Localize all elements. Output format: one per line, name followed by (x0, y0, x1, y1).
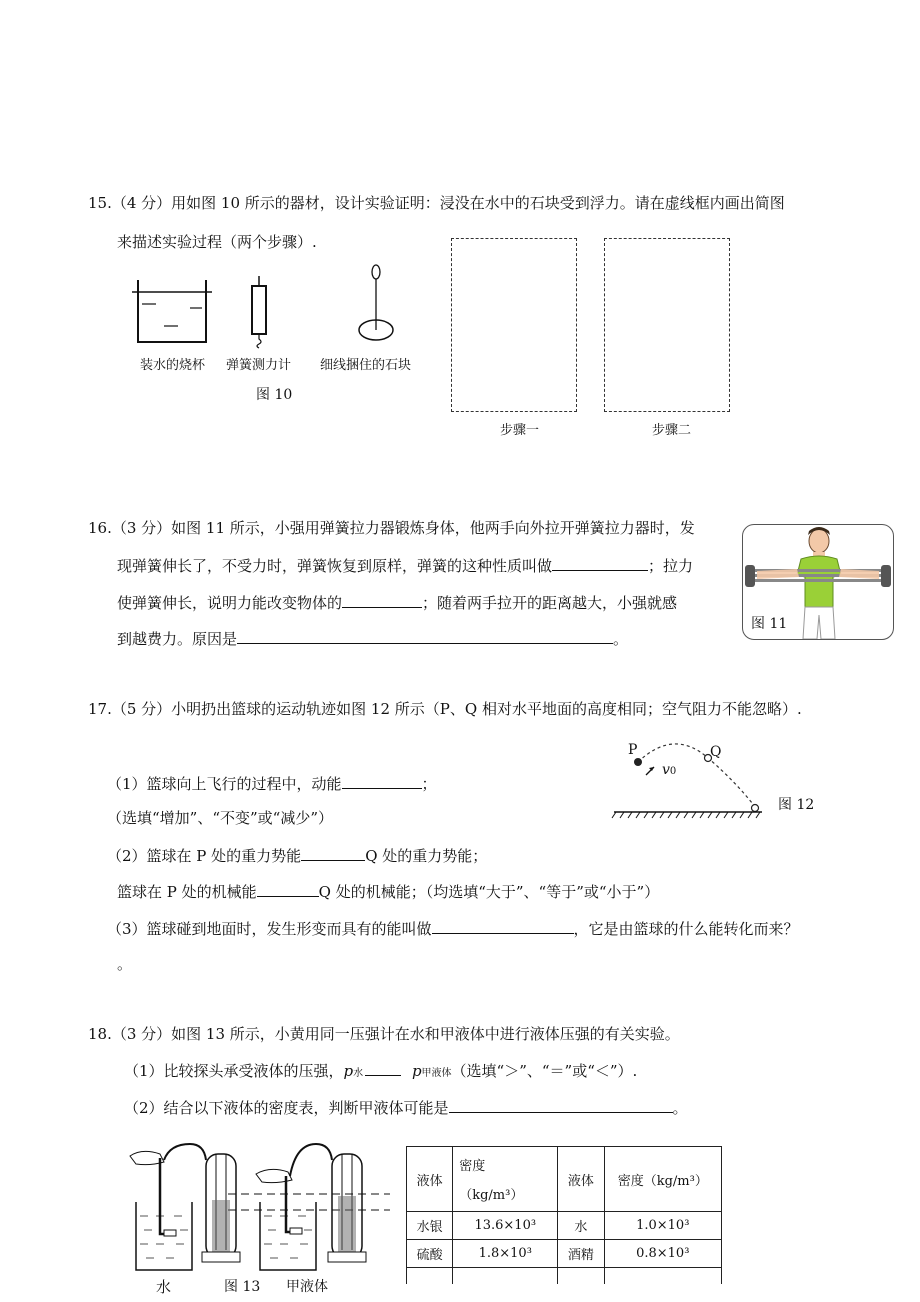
header-liquid: 液体 (407, 1147, 453, 1212)
q17-p2 (107, 845, 487, 866)
fig10-caption: 图 10 (256, 387, 293, 403)
q16-line2-text: 现弹簧伸长了，不受力时，弹簧恢复到原样，弹簧的这种性质叫做 (117, 557, 553, 575)
table-row (407, 1212, 722, 1240)
q16-line4-text: 到越费力。原因是 (117, 630, 238, 648)
header-density-line1: 密度 (459, 1159, 486, 1174)
beaker-label: 装水的烧杯 (140, 358, 206, 373)
q16-line3 (117, 592, 677, 613)
q16-blank-property[interactable] (552, 555, 648, 571)
fig12-caption: 图 12 (778, 797, 815, 813)
stone-label: 细线捆住的石块 (320, 358, 412, 373)
q16-line4-tail: 。 (613, 630, 629, 648)
step1-drawing-box[interactable] (451, 238, 577, 412)
cell-density: 0.8×10³ (604, 1240, 721, 1268)
q16-line3-tail: ；随着两手拉开的距离越大，小强就感 (422, 594, 678, 612)
velocity-label (662, 762, 676, 778)
velocity-symbol: v (662, 762, 670, 778)
spring-scale-figure (246, 276, 272, 348)
beaker-figure (130, 276, 214, 348)
cell-liquid: 酒精 (558, 1240, 604, 1268)
step2-label: 步骤二 (652, 423, 692, 438)
fig13-water-label: 水 (156, 1278, 172, 1296)
density-table-header (407, 1147, 722, 1212)
density-table (406, 1146, 722, 1284)
p-water-symbol: p (343, 1062, 354, 1080)
header-density-2: 密度（kg/m³） (604, 1147, 721, 1212)
q16-line4 (117, 628, 628, 649)
q17-p3-text: （3）篮球碰到地面时，发生形变而具有的能叫做 (107, 920, 432, 938)
q17-blank-elastic[interactable] (432, 918, 574, 934)
q18-line1: 18.（3 分）如图 13 所示，小黄用同一压强计在水和甲液体中进行液体压强的有关实验。 (88, 1025, 680, 1043)
p-liquid-symbol: p (411, 1062, 422, 1080)
q18-p1-text: （1）比较探头承受液体的压强， (124, 1062, 344, 1080)
pressure-gauge-figure (120, 1140, 392, 1280)
q18-p1 (124, 1060, 637, 1084)
q17-p1 (107, 773, 437, 794)
q17-p2-tail: Q 处的重力势能； (365, 847, 488, 865)
cell-cut-off (604, 1268, 721, 1285)
cell-density: 13.6×10³ (453, 1212, 558, 1240)
point-p-label: P (628, 742, 638, 758)
table-row (407, 1240, 722, 1268)
fig13-caption: 图 13 (224, 1279, 261, 1295)
q17-p1-tail: ； (421, 775, 437, 793)
cell-liquid: 硫酸 (407, 1240, 453, 1268)
q17-p3-end: 。 (117, 955, 133, 973)
q17-line1: 17.（5 分）小明扔出篮球的运动轨迹如图 12 所示（P、Q 相对水平地面的高度相同；空气阻力不能忽略）. (88, 700, 802, 718)
q16-blank-reason[interactable] (237, 628, 613, 644)
q16-blank-change[interactable] (342, 592, 422, 608)
spring-scale-label: 弹簧测力计 (226, 358, 292, 373)
table-row (407, 1268, 722, 1285)
header-density (453, 1147, 558, 1212)
p-water-subscript: 水 (353, 1068, 364, 1079)
cell-density: 1.8×10³ (453, 1240, 558, 1268)
cell-cut-off (453, 1268, 558, 1285)
q18-p2-text: （2）结合以下液体的密度表，判断甲液体可能是 (124, 1099, 449, 1117)
step1-label: 步骤一 (500, 423, 540, 438)
q18-blank-compare[interactable] (365, 1060, 401, 1076)
cell-liquid: 水银 (407, 1212, 453, 1240)
q16-line3-text: 使弹簧伸长，说明力能改变物体的 (117, 594, 343, 612)
density-table-clip (406, 1146, 724, 1284)
q17-p2d-text: Q 处的机械能；（均选填“大于”、“等于”或“小于”） (318, 883, 660, 901)
q17-blank-mechanical[interactable] (257, 881, 319, 897)
fig11-caption: 图 11 (751, 616, 788, 632)
cell-density: 1.0×10³ (604, 1212, 721, 1240)
header-density-line2: （kg/m³） (459, 1188, 524, 1203)
q17-p1-options: （选填“增加”、“不变”或“减少”） (107, 809, 334, 827)
header-liquid-2: 液体 (558, 1147, 604, 1212)
q16-line2 (117, 555, 693, 576)
q18-p1-options: （选填“＞”、“＝”或“＜”）. (451, 1062, 638, 1080)
q17-p1-text: （1）篮球向上飞行的过程中，动能 (107, 775, 342, 793)
q17-p3 (107, 918, 799, 939)
fig11-frame (742, 524, 894, 640)
q18-p2-tail: 。 (672, 1099, 688, 1117)
cell-cut-off (558, 1268, 604, 1285)
stone-on-string-figure (354, 264, 398, 346)
cell-liquid: 水 (558, 1212, 604, 1240)
q17-blank-potential[interactable] (301, 845, 365, 861)
velocity-subscript: 0 (669, 766, 677, 777)
cell-cut-off (407, 1268, 453, 1285)
q17-p2-second (117, 881, 659, 902)
q16-line1: 16.（3 分）如图 11 所示，小强用弹簧拉力器锻炼身体，他两手向外拉开弹簧拉力器时，发 (88, 519, 695, 537)
point-q-label: Q (710, 744, 722, 760)
q18-p2 (124, 1097, 688, 1118)
q17-p2-text: （2）篮球在 P 处的重力势能 (107, 847, 302, 865)
step2-drawing-box[interactable] (604, 238, 730, 412)
p-liquid-subscript: 甲液体 (421, 1068, 452, 1079)
q16-line2-tail: ；拉力 (648, 557, 694, 575)
q15-line1: 15.（4 分）用如图 10 所示的器材，设计实验证明：浸没在水中的石块受到浮力。请在虚线框内画出简图 (88, 194, 785, 212)
q18-blank-liquid[interactable] (449, 1097, 673, 1113)
q17-p3-tail: ，它是由篮球的什么能转化而来？ (573, 920, 799, 938)
q17-p2c-text: 篮球在 P 处的机械能 (117, 883, 257, 901)
q17-blank-kinetic[interactable] (342, 773, 422, 789)
fig13-liquid-label: 甲液体 (286, 1279, 328, 1295)
q15-line2: 来描述实验过程（两个步骤）. (117, 233, 317, 251)
